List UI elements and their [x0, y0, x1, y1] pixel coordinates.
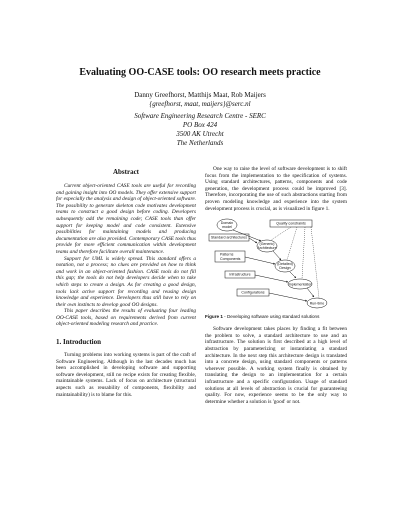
- detailed-design-label: Design: [279, 266, 291, 271]
- abstract-heading: Abstract: [112, 168, 140, 176]
- arrow: [245, 257, 275, 264]
- detailed-design-label: (Detailed): [277, 262, 293, 267]
- body-paragraph: One way to raise the level of software development is to shift focus from the implementation to the specification of systems. Using standard architectures, patterns, components and code generation, the development process could be improved [3]. Therefore, incorporating the use of such abstractions starting from proven modeling knowledge and experience into the system development process is crucial, as is visualized in figure 1.: [205, 166, 347, 212]
- abstract-paragraph: Support for UML is widely spread. This standard offers a notation, not a process; no clues are provided on how to think and work in an object-oriented fashion. CASE tools do not fill this gap; the tools do not help developers decide when to take which steps to create a design. As for creating a good design, tools lack active support for recording and reusing design knowledge and experience. Developers thus still have to rely on their own instincts to develop good OO designs.: [56, 255, 196, 308]
- figure-caption-text: - Developing software using standard solutions: [222, 314, 320, 320]
- introduction-paragraph: Turning problems into working systems is part of the craft of Software Engineering. Although in the last decades much has been accomplished in developing software and supporting software development, still no recipe exists for creating flexible, maintainable systems. Lack of focus on architecture (structural aspects such as reusability of components, flexibility and maintainability) is to blame for this.: [56, 352, 196, 398]
- generic-architecture-label: Architecture: [257, 246, 277, 251]
- arrow: [290, 272, 296, 278]
- arrow: [255, 275, 288, 282]
- process-diagram: [205, 217, 347, 312]
- right-column: [205, 166, 347, 405]
- introduction-heading: 1. Introduction: [56, 338, 101, 347]
- arrow: [273, 251, 281, 260]
- paper-title: Evaluating OO-CASE tools: OO research meets practice: [79, 67, 321, 78]
- dashed-line: [311, 227, 319, 298]
- affiliation-line: 3500 AK Utrecht: [176, 130, 224, 138]
- configurations-label: Configurations: [241, 290, 265, 295]
- arrow: [307, 288, 314, 297]
- domain-model-label: Domain: [220, 221, 234, 226]
- author-email: {greefhorst, maat, maijers}@serc.nl: [149, 100, 251, 108]
- arrow: [269, 293, 307, 301]
- left-column: [56, 166, 196, 398]
- dashed-line: [271, 227, 291, 240]
- affiliation-line: Software Engineering Research Centre - SERC: [134, 112, 266, 120]
- abstract-paragraph: This paper describes the results of evaluating four leading OO-CASE tools, based on requirements derived from current object-oriented modeling research and practice.: [56, 308, 196, 328]
- affiliation-line: The Netherlands: [176, 139, 224, 147]
- quality-constraints-label: Quality constraints: [276, 221, 306, 226]
- figure-caption: [205, 314, 347, 319]
- implementation-label: Implementation: [287, 282, 313, 287]
- affiliation-line: PO Box 424: [182, 121, 218, 129]
- figure-diagram: [205, 217, 347, 312]
- author-names: Danny Greefhorst, Matthijs Maat, Rob Maijers: [134, 91, 266, 99]
- runtime-label: Run-time: [309, 301, 325, 306]
- figure-caption-label: Figure 1: [205, 314, 223, 320]
- generic-architecture-label: (Generic): [259, 242, 275, 247]
- infrastructure-label: Infrastructure: [229, 272, 251, 277]
- patterns-label: Patterns: [220, 252, 234, 257]
- standard-architectures-label: Standard architectures: [210, 235, 248, 240]
- components-label: Components: [220, 257, 241, 262]
- abstract-paragraph: Current object-oriented CASE tools are useful for recording and gaining insight into OO models. They offer extensive support for especially the analysis and design of object-oriented software. The possibility to generate skeleton code motivates development teams to construct a good design before coding. Developers subsequently add the remaining code; CASE tools than offer support for keeping model and code consistent. Extensive possibilities for maintaining models and producing documentation are also provided. Contemporary CASE tools thus provide for more efficient communication within development teams and therefore facilitate overall maintenance.: [56, 183, 196, 255]
- affiliation-block: [0, 112, 400, 148]
- dashed-line: [287, 227, 297, 260]
- body-paragraph: Software development takes places by finding a fit between the problem to solve, a standard architecture to use and an infrastructure. The solution is first described at a high level of abstraction by parameterizing or instantiating a standard architecture. In the next step this architecture design is translated into a concrete design, using standard components or patterns wherever possible. A working system finally is obtained by translating the design to an implementation for a certain infrastructure and a specific configuration. Usage of standard solutions at all levels of abstraction is crucial for guaranteeing quality. For now, experience seems to be the only way to determine whether a solution is 'good' or not.: [205, 326, 347, 405]
- dashed-line: [302, 227, 305, 279]
- domain-model-label: model: [222, 225, 232, 230]
- author-block: [0, 91, 400, 109]
